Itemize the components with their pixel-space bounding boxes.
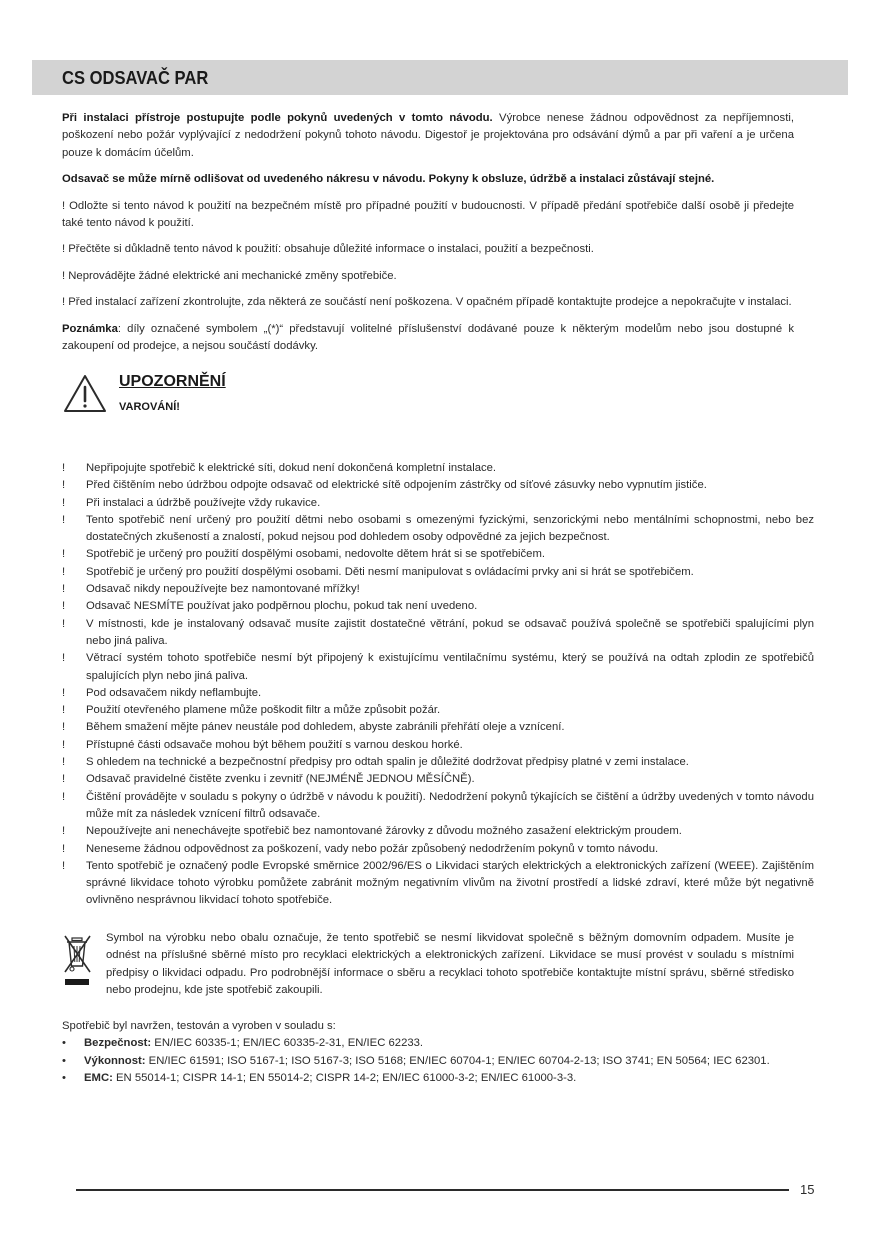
- warning-item-text: Přístupné části odsavače mohou být během použití s varnou deskou horké.: [86, 738, 463, 751]
- warning-item-text: S ohledem na technické a bezpečnostní předpisy pro odtah spalin je důležité dodržovat předpisy platné v zemi instalace.: [86, 756, 689, 769]
- conformity-label: Výkonnost:: [84, 1054, 146, 1067]
- intro-item: ! Před instalací zařízení zkontrolujte, zda některá ze součástí není poškozena. V opačném případě kontaktujte prodejce a nepokračujte v instalaci.: [62, 296, 792, 309]
- warning-marker: !: [62, 652, 66, 665]
- intro-item: ! Odložte si tento návod k použití na bezpečném místě pro případné použití v budoucnosti. V případě předání spotřebiče další osobě ji předejte také tento návod k použití.: [62, 199, 794, 230]
- intro-paragraph: [62, 110, 794, 162]
- drawing-note: Odsavač se může mírně odlišovat od uvedeného nákresu v návodu. Pokyny k obsluze, údržbě a instalaci zůstávají stejné.: [62, 173, 715, 186]
- warning-item: [62, 581, 814, 598]
- warning-item: [62, 789, 814, 824]
- intro-section: [62, 110, 794, 421]
- warning-item-text: Odsavač nikdy nepoužívejte bez namontované mřížky!: [86, 583, 360, 596]
- warning-item-text: Větrací systém tohoto spotřebiče nesmí být připojený k existujícímu ventilačnímu systému, který se používá na odtah zplodin ze spotřebičů spalujících plyn nebo jiná paliva.: [86, 652, 814, 682]
- intro-text: Výrobce nenese žádnou odpovědnost za nepříjemnosti, poškození nebo požár vyplývající z nedodržení pokynů tohoto návodu. Digestoř je projektována pro odsávání dýmů a par při vaření a je určena pouze k domácím účelům.: [62, 112, 794, 159]
- warning-triangle-icon: [62, 373, 108, 415]
- crossed-bin-icon: [62, 932, 94, 988]
- footer-divider: [76, 1189, 789, 1191]
- warning-item: [62, 702, 814, 719]
- intro-item: ! Přečtěte si důkladně tento návod k použití: obsahuje důležité informace o instalaci, použití a bezpečnosti.: [62, 243, 594, 256]
- warning-item-text: Tento spotřebič je označený podle Evropské směrnice 2002/96/ES o Likvidaci starých elektrických a elektronických zařízení (WEEE). Zajištěním správné likvidace tohoto výrobku pomůžete zabránit možným negativním vlivům na životní prostředí a lidské zdraví, které může být negativně ovlivněno nesprávnou likvidací tohoto spotřebiče.: [86, 859, 814, 907]
- warning-item: [62, 564, 814, 581]
- intro-item: ! Neprovádějte žádné elektrické ani mechanické změny spotřebiče.: [62, 269, 397, 282]
- warning-item: [62, 858, 814, 910]
- warning-marker: !: [62, 548, 66, 561]
- conformity-text: EN 55014-1; CISPR 14-1; EN 55014-2; CISPR 14-2; EN/IEC 61000-3-2; EN/IEC 61000-3-3.: [112, 1072, 577, 1085]
- warning-item-text: Tento spotřebič není určený pro použití dětmi nebo osobami s omezenými fyzickými, senzorickými nebo mentálními schopnostmi, nebo bez dostatečných zkušeností a znalostí, pokud nejsou pod dohledem osoby odpovědné za jejich bezpečnost.: [86, 513, 814, 544]
- warning-marker: !: [62, 600, 66, 613]
- warning-item-text: Pod odsavačem nikdy neflambujte.: [86, 686, 262, 699]
- warning-item-text: Spotřebič je určený pro použití dospělými osobami, nedovolte dětem hrát si se spotřebičem.: [86, 548, 546, 561]
- warning-list: [62, 460, 814, 910]
- warning-item-text: Odsavač NESMÍTE používat jako podpěrnou plochu, pokud tak není uvedeno.: [86, 600, 478, 613]
- warning-header: [62, 371, 794, 421]
- warning-item: [62, 685, 814, 702]
- warning-item: [62, 598, 814, 615]
- conformity-item: [62, 1035, 794, 1052]
- bullet: •: [62, 1054, 66, 1067]
- warning-title: UPOZORNĚNÍ: [119, 373, 226, 391]
- warning-item-text: Před čištěním nebo údržbou odpojte odsavač od elektrické sítě odpojením zástrčky od síťové zásuvky nebo vypnutím jističe.: [86, 479, 707, 492]
- weee-text: Symbol na výrobku nebo obalu označuje, že tento spotřebič se nesmí likvidovat společně s běžným domovním odpadem. Musíte je odnést na příslušné sběrné místo pro recyklaci elektrických a elektronických zařízení. Likvidace se musí provést v souladu s místními předpisy o likvidaci odpadu. Pro podrobnější informace o sběru a recyklaci tohoto spotřebiče kontaktujte místní správu, sběrné středisko nebo prodejnu, kde jste spotřebič zakoupili.: [106, 932, 794, 997]
- warning-marker: !: [62, 513, 66, 526]
- warning-item: [62, 841, 814, 858]
- warning-marker: !: [62, 842, 66, 855]
- warning-item: [62, 616, 814, 651]
- warning-item-text: Nepřipojujte spotřebič k elektrické síti, dokud není dokončená kompletní instalace.: [86, 462, 497, 474]
- conformity-item: [62, 1053, 794, 1070]
- warning-item: [62, 754, 814, 771]
- warning-item: [62, 546, 814, 563]
- warning-marker: !: [62, 790, 66, 803]
- warning-item-text: Během smažení mějte pánev neustále pod dohledem, abyste zabránili přehřátí oleje a vznícení.: [86, 721, 565, 734]
- page-title: CS ODSAVAČ PAR: [62, 68, 209, 88]
- warning-marker: !: [62, 859, 66, 872]
- warning-item-text: Spotřebič je určený pro použití dospělými osobami. Děti nesmí manipulovat s ovládacími prvky ani si hrát se spotřebičem.: [86, 565, 694, 578]
- warning-marker: !: [62, 617, 66, 630]
- conformity-item: [62, 1070, 794, 1087]
- warning-item: [62, 823, 814, 840]
- warning-item: [62, 460, 814, 477]
- warning-marker: !: [62, 721, 66, 734]
- warning-item: [62, 650, 814, 685]
- warning-marker: !: [62, 686, 66, 699]
- warning-marker: !: [62, 565, 66, 578]
- warning-item: [62, 477, 814, 494]
- warning-item-text: Odsavač pravidelné čistěte zvenku i zevnitř (NEJMÉNĚ JEDNOU MĚSÍČNĚ).: [86, 773, 475, 786]
- warning-item-text: Neneseme žádnou odpovědnost za poškození, vady nebo požár způsobený nedodržením pokynů v tomto návodu.: [86, 842, 659, 855]
- warning-item-text: Použití otevřeného plamene může poškodit filtr a může způsobit požár.: [86, 704, 441, 717]
- warning-marker: !: [62, 738, 66, 751]
- bullet: •: [62, 1037, 66, 1050]
- warning-item-text: Nepoužívejte ani nenechávejte spotřebič bez namontované žárovky z důvodu možného zasažení elektrickým proudem.: [86, 825, 682, 838]
- note-paragraph: [62, 321, 794, 356]
- bullet: •: [62, 1072, 66, 1085]
- warning-marker: !: [62, 704, 66, 717]
- warning-item: [62, 495, 814, 512]
- warning-marker: !: [62, 756, 66, 769]
- weee-section: [62, 930, 794, 1010]
- warning-item: [62, 512, 814, 547]
- conformity-text: EN/IEC 61591; ISO 5167-1; ISO 5167-3; ISO 5168; EN/IEC 60704-1; EN/IEC 60704-2-13; ISO 3741; EN 50564; IEC 62301.: [145, 1054, 770, 1067]
- conformity-section: [62, 1018, 794, 1088]
- note-text: : díly označené symbolem „(*)“ představují volitelné příslušenství dodávané pouze k některým modelům nebo jsou dostupné k zakoupení od prodejce, a nejsou součástí dodávky.: [62, 322, 794, 353]
- intro-bold: Při instalaci přístroje postupujte podle pokynů uvedených v tomto návodu.: [62, 112, 493, 124]
- conformity-text: EN/IEC 60335-1; EN/IEC 60335-2-31, EN/IEC 62233.: [151, 1037, 424, 1050]
- warning-item: [62, 737, 814, 754]
- section-header: [32, 60, 848, 95]
- warning-item: [62, 719, 814, 736]
- warning-marker: !: [62, 583, 66, 596]
- page-number: 15: [800, 1182, 815, 1197]
- conformity-label: Bezpečnost:: [84, 1037, 152, 1050]
- warning-marker: !: [62, 479, 66, 492]
- warning-marker: !: [62, 773, 66, 786]
- warning-marker: !: [62, 825, 66, 838]
- warning-item-text: V místnosti, kde je instalovaný odsavač musíte zajistit dostatečné větrání, pokud se odsavač používá společně se spotřebiči spalujícími plyn nebo jiná paliva.: [86, 617, 814, 647]
- conformity-intro: Spotřebič byl navržen, testován a vyroben v souladu s:: [62, 1020, 336, 1032]
- warning-item-text: Čištění provádějte v souladu s pokyny o údržbě v návodu k použití). Nedodržení pokynů týkajících se čištění a údržby uvedených v tomto návodu může mít za následek vznícení filtrů odsavače.: [86, 790, 814, 820]
- warning-marker: !: [62, 462, 66, 474]
- conformity-label: EMC:: [84, 1072, 113, 1085]
- warning-item: [62, 771, 814, 788]
- warning-marker: !: [62, 496, 66, 509]
- warning-item-text: Při instalaci a údržbě používejte vždy rukavice.: [86, 496, 321, 509]
- warning-subtitle: VAROVÁNÍ!: [119, 401, 180, 414]
- note-label: Poznámka: [62, 322, 118, 335]
